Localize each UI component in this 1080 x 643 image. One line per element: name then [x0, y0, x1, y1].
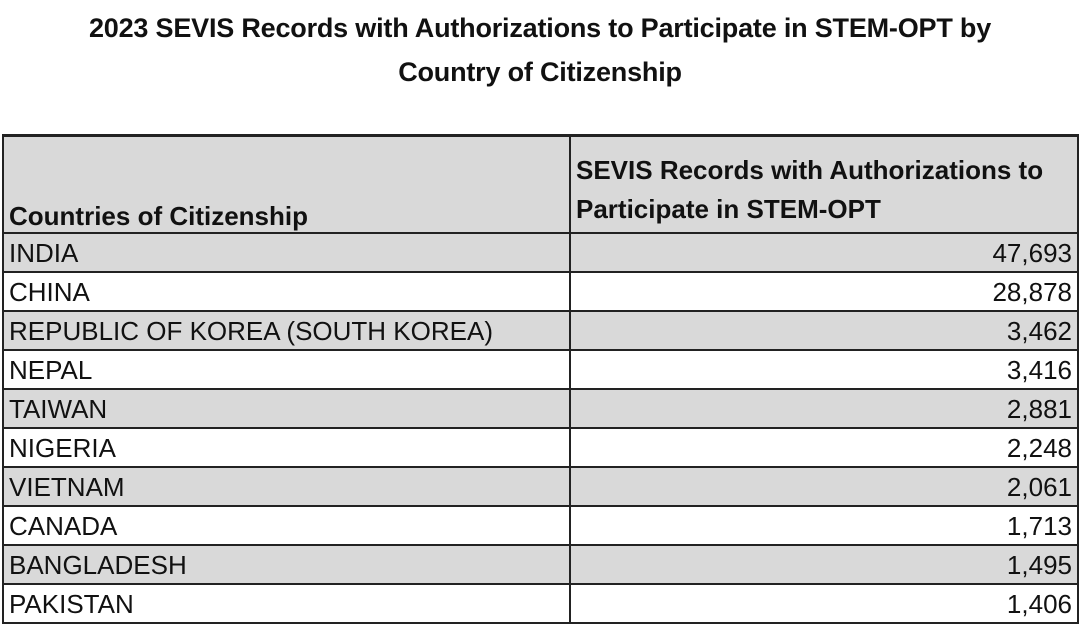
- table-row: [3, 311, 1078, 350]
- records-cell: 28,878: [570, 272, 1078, 311]
- country-cell: NEPAL: [3, 350, 570, 389]
- table-row: [3, 233, 1078, 272]
- records-cell: 2,248: [570, 428, 1078, 467]
- country-cell: NIGERIA: [3, 428, 570, 467]
- table-row: [3, 506, 1078, 545]
- table-row: [3, 350, 1078, 389]
- country-cell: CANADA: [3, 506, 570, 545]
- records-cell: 1,495: [570, 545, 1078, 584]
- table-row: [3, 272, 1078, 311]
- citizenship-table: [2, 134, 1079, 624]
- country-cell: TAIWAN: [3, 389, 570, 428]
- country-cell: PAKISTAN: [3, 584, 570, 623]
- column-header-country: Countries of Citizenship: [3, 136, 570, 234]
- records-cell: 1,713: [570, 506, 1078, 545]
- records-cell: 2,061: [570, 467, 1078, 506]
- table-row: [3, 545, 1078, 584]
- records-cell: 2,881: [570, 389, 1078, 428]
- records-cell: 47,693: [570, 233, 1078, 272]
- country-cell: REPUBLIC OF KOREA (SOUTH KOREA): [3, 311, 570, 350]
- country-cell: INDIA: [3, 233, 570, 272]
- table-header-row: [3, 136, 1078, 234]
- records-cell: 3,462: [570, 311, 1078, 350]
- records-cell: 1,406: [570, 584, 1078, 623]
- table-row: [3, 467, 1078, 506]
- records-cell: 3,416: [570, 350, 1078, 389]
- title-line-2: Country of Citizenship: [398, 57, 682, 87]
- table-row: [3, 389, 1078, 428]
- table-row: [3, 584, 1078, 623]
- column-header-records: SEVIS Records with Authorizations to Participate in STEM-OPT: [570, 136, 1078, 234]
- table-row: [3, 428, 1078, 467]
- country-cell: CHINA: [3, 272, 570, 311]
- page-title: [0, 6, 1080, 94]
- title-line-1: 2023 SEVIS Records with Authorizations to Participate in STEM-OPT by: [88, 13, 992, 43]
- country-cell: VIETNAM: [3, 467, 570, 506]
- country-cell: BANGLADESH: [3, 545, 570, 584]
